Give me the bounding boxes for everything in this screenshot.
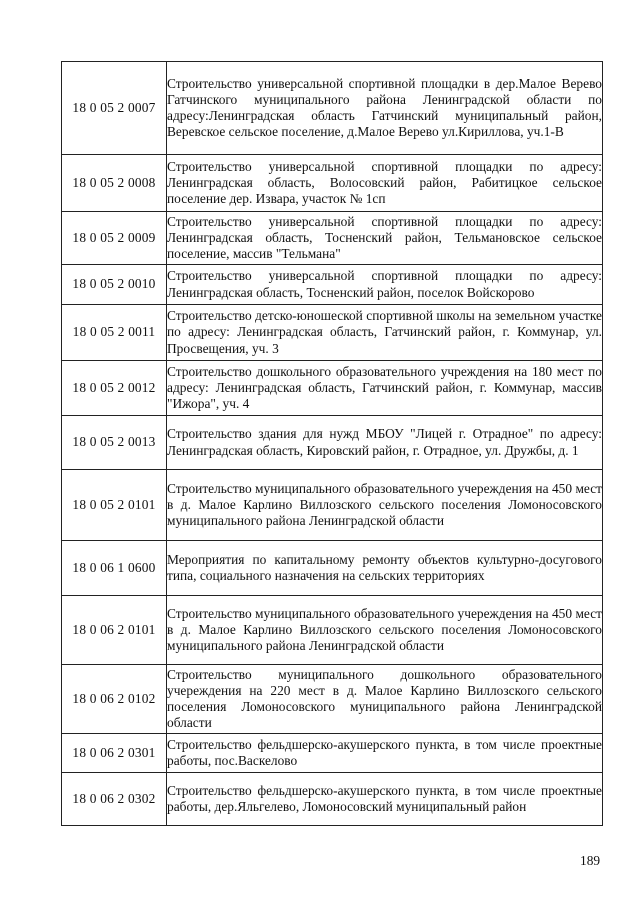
row-code: 18 0 06 2 0102 — [62, 665, 167, 734]
budget-codes-table — [61, 61, 603, 826]
row-code: 18 0 05 2 0010 — [62, 265, 167, 305]
row-code: 18 0 05 2 0007 — [62, 62, 167, 155]
table-row — [62, 62, 603, 155]
table-row — [62, 212, 603, 265]
table-row — [62, 305, 603, 361]
row-code: 18 0 05 2 0011 — [62, 305, 167, 361]
table-row — [62, 155, 603, 212]
row-description: Строительство универсальной спортивной площадки по адресу: Ленинградская область, Тосненский район, поселок Войскорово — [167, 265, 603, 305]
row-description: Строительство универсальной спортивной площадки по адресу: Ленинградская область, Тосненский район, Тельмановское сельское поселение, массив "Тельмана" — [167, 212, 603, 265]
row-description: Мероприятия по капитальному ремонту объектов культурно-досугового типа, социального назначения на сельских территориях — [167, 541, 603, 596]
table-row — [62, 773, 603, 826]
table-row — [62, 416, 603, 470]
page-number: 189 — [580, 853, 601, 868]
row-code: 18 0 05 2 0008 — [62, 155, 167, 212]
row-code: 18 0 06 2 0301 — [62, 734, 167, 773]
row-code: 18 0 05 2 0101 — [62, 470, 167, 541]
table-row — [62, 596, 603, 665]
row-code: 18 0 05 2 0012 — [62, 361, 167, 416]
table-body — [62, 62, 603, 826]
row-description: Строительство муниципального образовательного учереждения на 450 мест в д. Малое Карлино Виллозского сельского поселения Ломоносовского муниципального района Ленинградской области — [167, 596, 603, 665]
row-description: Строительство муниципального дошкольного образовательного учереждения на 220 мест в д. Малое Карлино Виллозского сельского поселения Ломоносовского муниципального района Ленинградской области — [167, 665, 603, 734]
row-description: Строительство детско-юношеской спортивной школы на земельном участке по адресу: Ленинградская область, Гатчинский район, г. Коммунар, ул. Просвещения, уч. 3 — [167, 305, 603, 361]
row-code: 18 0 06 2 0101 — [62, 596, 167, 665]
row-code: 18 0 05 2 0009 — [62, 212, 167, 265]
row-description: Строительство фельдшерско-акушерского пункта, в том числе проектные работы, пос.Васкелово — [167, 734, 603, 773]
table-row — [62, 265, 603, 305]
table-row — [62, 734, 603, 773]
row-description: Строительство универсальной спортивной площадки по адресу: Ленинградская область, Волосовский район, Рабитицкое сельское поселение дер. Извара, участок № 1сп — [167, 155, 603, 212]
table-row — [62, 665, 603, 734]
row-code: 18 0 06 1 0600 — [62, 541, 167, 596]
table-row — [62, 470, 603, 541]
row-code: 18 0 06 2 0302 — [62, 773, 167, 826]
table-row — [62, 361, 603, 416]
row-description: Строительство муниципального образовательного учереждения на 450 мест в д. Малое Карлино Виллозского сельского поселения Ломоносовского муниципального района Ленинградской области — [167, 470, 603, 541]
row-description: Строительство универсальной спортивной площадки в дер.Малое Верево Гатчинского муниципального района Ленинградской области по адресу:Ленинградская область Гатчинский муниципальный район, Веревское сельское поселение, д.Малое Верево ул.Кириллова, уч.1-В — [167, 62, 603, 155]
row-description: Строительство дошкольного образовательного учреждения на 180 мест по адресу: Ленинградская область, Гатчинский район, г. Коммунар, массив "Ижора", уч. 4 — [167, 361, 603, 416]
row-description: Строительство здания для нужд МБОУ "Лицей г. Отрадное" по адресу: Ленинградская область, Кировский район, г. Отрадное, ул. Дружбы, д. 1 — [167, 416, 603, 470]
table-row — [62, 541, 603, 596]
row-code: 18 0 05 2 0013 — [62, 416, 167, 470]
row-description: Строительство фельдшерско-акушерского пункта, в том числе проектные работы, дер.Яльгелево, Ломоносовский муниципальный район — [167, 773, 603, 826]
